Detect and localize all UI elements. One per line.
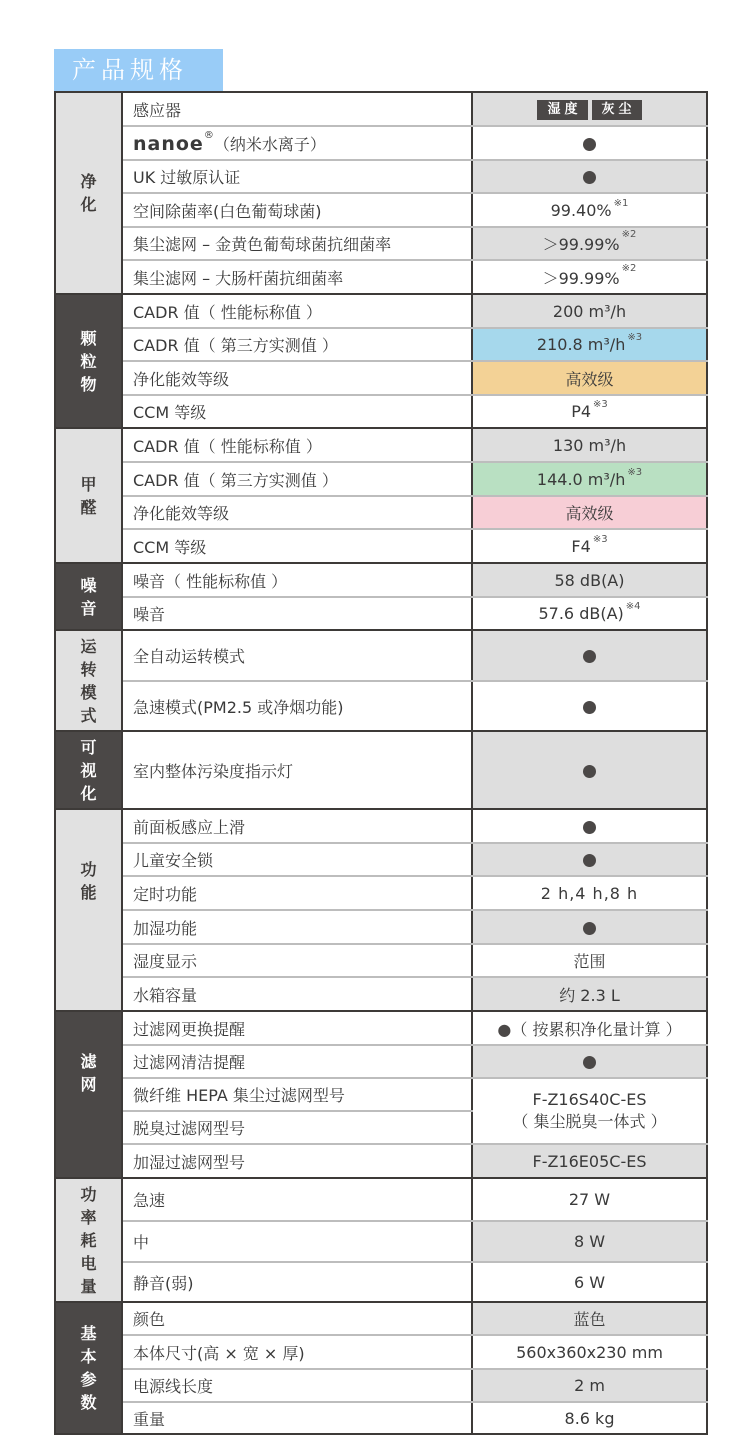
row-value: 范围: [472, 944, 707, 977]
row-value: [472, 160, 707, 193]
row-value: 高效级: [472, 361, 707, 395]
row-value: [472, 597, 707, 630]
footnote-mark: ※3: [593, 399, 608, 410]
category-formaldehyde: [55, 428, 122, 563]
footnote-mark: ※2: [621, 229, 637, 240]
row-value: 200 m³/h: [472, 294, 707, 328]
row-value: [472, 843, 707, 876]
row-label: 噪音: [122, 597, 472, 630]
value-text: P4: [571, 402, 592, 421]
row-label: 净化能效等级: [122, 496, 472, 529]
row-label: 全自动运转模式: [122, 630, 472, 681]
table-row: [55, 496, 707, 529]
row-value: [472, 1078, 707, 1144]
table-row: [55, 944, 707, 977]
row-label: 前面板感应上滑: [122, 809, 472, 843]
row-label: 噪音（ 性能标称值 ）: [122, 563, 472, 597]
category-char: 可: [80, 737, 97, 757]
row-value: 8.6 kg: [472, 1402, 707, 1434]
table-row: [55, 977, 707, 1011]
table-row: [55, 428, 707, 462]
row-value: 约 2.3 L: [472, 977, 707, 1011]
row-label: CADR 值（ 第三方实测值 ）: [122, 462, 472, 496]
table-row: [55, 126, 707, 160]
page-title: 产品规格: [54, 49, 223, 91]
table-row: [55, 260, 707, 294]
category-char: 噪: [80, 575, 97, 595]
supported-dot-icon: [583, 1056, 596, 1069]
table-row: [55, 731, 707, 809]
supported-dot-icon: [583, 854, 596, 867]
category-char: 物: [80, 374, 97, 394]
row-label: 感应器: [122, 92, 472, 126]
row-label: 水箱容量: [122, 977, 472, 1011]
table-row: [55, 809, 707, 843]
category-char: 功: [80, 1184, 97, 1204]
table-row: [55, 92, 707, 126]
row-label: 过滤网清洁提醒: [122, 1045, 472, 1078]
table-row: [55, 193, 707, 227]
category-char: 颗: [80, 328, 97, 348]
category-char: 化: [80, 783, 97, 803]
row-value: [472, 529, 707, 563]
supported-dot-icon: ●: [497, 1019, 512, 1039]
row-label: 湿度显示: [122, 944, 472, 977]
table-row: [55, 395, 707, 428]
category-char: 能: [80, 883, 97, 902]
row-value: [472, 1045, 707, 1078]
table-row: [55, 1178, 707, 1221]
supported-dot-icon: [583, 650, 596, 663]
table-row: [55, 563, 707, 597]
row-label: 中: [122, 1221, 472, 1262]
table-row: [55, 462, 707, 496]
table-row: [55, 597, 707, 630]
nanoe-logo: nanoe: [133, 132, 204, 155]
row-value: [472, 1011, 707, 1045]
row-label: 集尘滤网 – 大肠杆菌抗细菌率: [122, 260, 472, 294]
table-row: [55, 1011, 707, 1045]
table-row: [55, 1402, 707, 1434]
row-value: [472, 260, 707, 294]
row-value: F-Z16E05C-ES: [472, 1144, 707, 1178]
category-particles: [55, 294, 122, 428]
category-char: 视: [80, 760, 97, 780]
supported-dot-icon: [583, 922, 596, 935]
row-value: 2 h,4 h,8 h: [472, 876, 707, 910]
row-value: 27 W: [472, 1178, 707, 1221]
row-label: 本体尺寸(高 × 宽 × 厚): [122, 1335, 472, 1369]
footnote-mark: ※3: [627, 332, 643, 343]
table-row: [55, 1221, 707, 1262]
category-char: 基: [80, 1324, 97, 1343]
category-char: 运: [80, 636, 97, 656]
row-value: [472, 126, 707, 160]
category-visual: [55, 731, 122, 809]
table-row: [55, 876, 707, 910]
row-label: [122, 126, 472, 160]
row-value: 560x360x230 mm: [472, 1335, 707, 1369]
sensor-humidity-badge: 湿度: [537, 100, 587, 120]
row-label: 集尘滤网 – 金黄色葡萄球菌抗细菌率: [122, 227, 472, 260]
table-row: [55, 1045, 707, 1078]
row-label-text: （纳米水离子）: [213, 134, 326, 154]
category-char: 甲: [80, 474, 97, 494]
row-label: 净化能效等级: [122, 361, 472, 395]
row-label: CADR 值（ 性能标称值 ）: [122, 294, 472, 328]
category-char: 式: [80, 705, 97, 725]
row-label: CCM 等级: [122, 529, 472, 563]
category-functions: [55, 809, 122, 1011]
row-label: 电源线长度: [122, 1369, 472, 1402]
spec-table: [54, 91, 708, 1435]
filter-note: （ 集尘脱臭一体式 ）: [512, 1112, 667, 1131]
row-value: [472, 731, 707, 809]
value-text: 57.6 dB(A): [538, 604, 624, 623]
row-value: 蓝色: [472, 1302, 707, 1335]
row-value: 130 m³/h: [472, 428, 707, 462]
category-char: 网: [80, 1075, 97, 1094]
row-label: 过滤网更换提醒: [122, 1011, 472, 1045]
footnote-mark: ※4: [625, 601, 641, 612]
supported-dot-icon: [583, 138, 596, 151]
row-value: [472, 328, 707, 361]
row-label: 微纤维 HEPA 集尘过滤网型号: [122, 1078, 472, 1111]
table-row: [55, 328, 707, 361]
table-row: [55, 294, 707, 328]
row-label: 颜色: [122, 1302, 472, 1335]
row-value: [472, 681, 707, 731]
row-value: [472, 227, 707, 260]
category-modes: [55, 630, 122, 731]
registered-mark: ®: [203, 129, 214, 141]
row-value: [472, 462, 707, 496]
filter-model: F-Z16S40C-ES: [532, 1090, 647, 1109]
row-label: CADR 值（ 第三方实测值 ）: [122, 328, 472, 361]
category-power: [55, 1178, 122, 1302]
category-basic: [55, 1302, 122, 1434]
row-label: CCM 等级: [122, 395, 472, 428]
category-char: 音: [80, 598, 97, 618]
category-char: 化: [80, 195, 97, 214]
category-char: 耗: [80, 1230, 97, 1250]
row-value: [472, 395, 707, 428]
category-char: 本: [80, 1347, 97, 1366]
table-row: [55, 529, 707, 563]
sensor-badges: [472, 92, 707, 126]
row-label: 定时功能: [122, 876, 472, 910]
row-label: 重量: [122, 1402, 472, 1434]
category-char: 电: [80, 1253, 97, 1273]
row-value: 8 W: [472, 1221, 707, 1262]
row-label: 儿童安全锁: [122, 843, 472, 876]
row-label: 加湿过滤网型号: [122, 1144, 472, 1178]
category-char: 醛: [80, 497, 97, 517]
table-row: [55, 361, 707, 395]
value-text: 144.0 m³/h: [536, 469, 626, 489]
row-value: [472, 193, 707, 227]
category-char: 功: [80, 860, 97, 879]
table-row: [55, 1335, 707, 1369]
table-row: [55, 910, 707, 944]
row-value: 58 dB(A): [472, 563, 707, 597]
value-text: 210.8 m³/h: [536, 335, 626, 354]
row-label: UK 过敏原认证: [122, 160, 472, 193]
category-char: 滤: [80, 1052, 97, 1071]
table-row: [55, 843, 707, 876]
row-label: 急速模式(PM2.5 或净烟功能): [122, 681, 472, 731]
category-char: 率: [80, 1207, 97, 1227]
table-row: [55, 1369, 707, 1402]
table-row: [55, 681, 707, 731]
row-value: [472, 630, 707, 681]
footnote-mark: ※3: [592, 533, 608, 545]
supported-dot-icon: [583, 821, 596, 834]
row-label: 脱臭过滤网型号: [122, 1111, 472, 1144]
category-purify: [55, 92, 122, 294]
category-noise: [55, 563, 122, 630]
category-char: 净: [80, 172, 97, 191]
table-row: [55, 160, 707, 193]
category-char: 转: [80, 659, 97, 679]
row-label: 空间除菌率(白色葡萄球菌): [122, 193, 472, 227]
table-row: [55, 1302, 707, 1335]
supported-dot-icon: [583, 171, 596, 184]
row-label: 加湿功能: [122, 910, 472, 944]
row-label: 静音(弱): [122, 1262, 472, 1302]
category-char: 参: [80, 1370, 97, 1389]
footnote-mark: ※2: [621, 262, 637, 274]
value-text: （ 按累积净化量计算 ）: [511, 1019, 682, 1039]
category-char: 模: [80, 682, 97, 702]
table-row: [55, 1144, 707, 1178]
sensor-dust-badge: 灰尘: [592, 100, 642, 120]
row-value: [472, 809, 707, 843]
supported-dot-icon: [583, 765, 596, 778]
supported-dot-icon: [583, 701, 596, 714]
row-value: 6 W: [472, 1262, 707, 1302]
table-row: [55, 1078, 707, 1111]
value-text: 99.40%: [550, 200, 612, 220]
category-char: 量: [80, 1276, 97, 1296]
row-value: [472, 910, 707, 944]
row-label: 急速: [122, 1178, 472, 1221]
table-row: [55, 1262, 707, 1302]
category-char: 粒: [80, 351, 97, 371]
footnote-mark: ※1: [613, 197, 629, 209]
category-filters: [55, 1011, 122, 1178]
table-row: [55, 227, 707, 260]
row-value: 高效级: [472, 496, 707, 529]
value-text: F4: [571, 536, 591, 556]
footnote-mark: ※3: [627, 466, 643, 478]
category-char: 数: [80, 1393, 97, 1412]
table-row: [55, 630, 707, 681]
row-label: CADR 值（ 性能标称值 ）: [122, 428, 472, 462]
row-value: 2 m: [472, 1369, 707, 1402]
row-label: 室内整体污染度指示灯: [122, 731, 472, 809]
value-text: ＞99.99%: [542, 235, 620, 254]
value-text: ＞99.99%: [542, 268, 620, 288]
